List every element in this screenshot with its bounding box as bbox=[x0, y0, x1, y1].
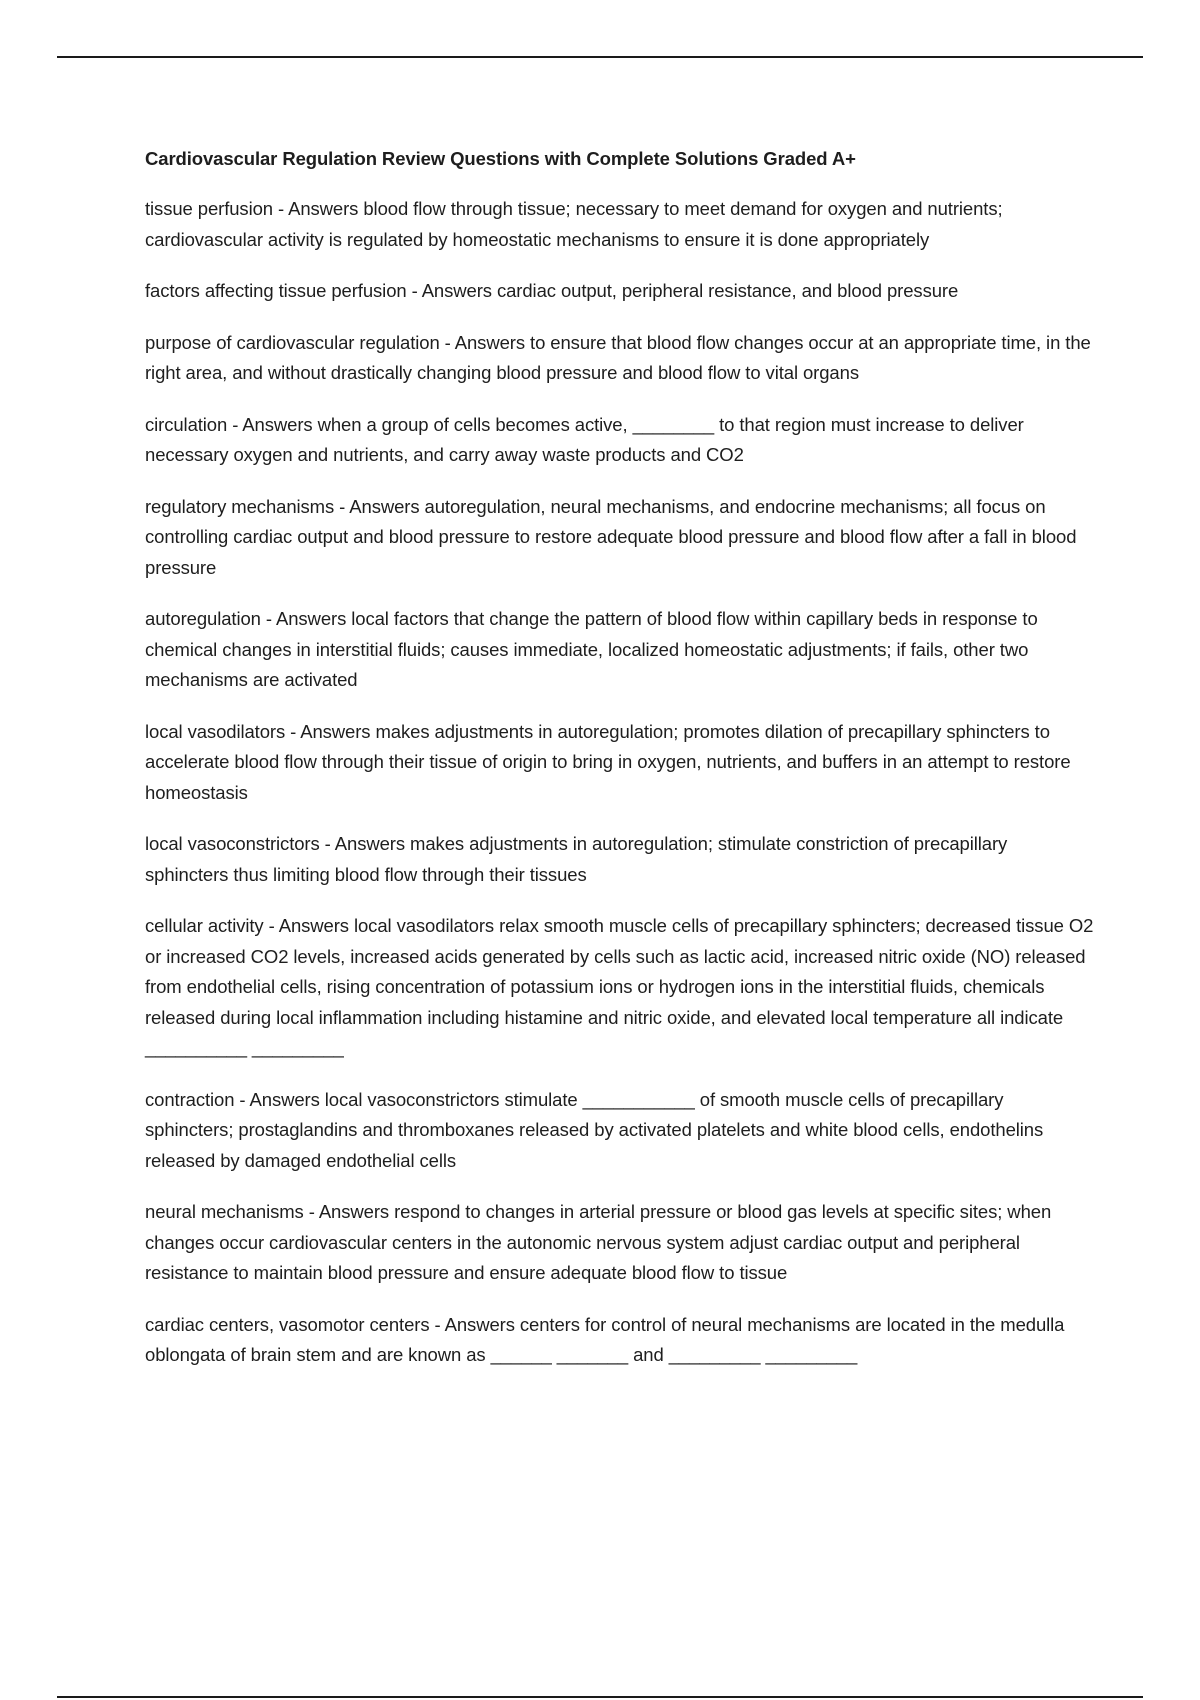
qa-entry: factors affecting tissue perfusion - Answers cardiac output, peripheral resistance, and blood pressure bbox=[145, 280, 959, 301]
qa-entry: purpose of cardiovascular regulation - Answers to ensure that blood flow changes occur at an appropriate time, in the right area, and without drastically changing blood pressure and blood flow to vital organs bbox=[145, 331, 1091, 383]
footer-rule bbox=[57, 1696, 1143, 1698]
document-title: Cardiovascular Regulation Review Questions with Complete Solutions Graded A+ bbox=[145, 148, 856, 169]
qa-entry: local vasodilators - Answers makes adjustments in autoregulation; promotes dilation of precapillary sphincters to accelerate blood flow through their tissue of origin to bring in oxygen, nutrients, and buffers in an attempt to restore homeostasis bbox=[145, 720, 1071, 803]
qa-entry: cellular activity - Answers local vasodilators relax smooth muscle cells of precapillary sphincters; decreased tissue O2 or increased CO2 levels, increased acids generated by cells such as lactic acid, increased nitric oxide (NO) released from endothelial cells, rising concentration of potassium ions or hydrogen ions in the interstitial fluids, chemicals released during local inflammation including histamine and nitric oxide, and elevated local temperature all indicate __________ _________ bbox=[145, 915, 1094, 1058]
qa-entry: local vasoconstrictors - Answers makes adjustments in autoregulation; stimulate constriction of precapillary sphincters thus limiting blood flow through their tissues bbox=[145, 833, 1008, 885]
qa-entry: cardiac centers, vasomotor centers - Answers centers for control of neural mechanisms are located in the medulla oblongata of brain stem and are known as ______ _______ and _________ _________ bbox=[145, 1313, 1065, 1365]
qa-entry: circulation - Answers when a group of cells becomes active, ________ to that region must increase to deliver necessary oxygen and nutrients, and carry away waste products and CO2 bbox=[145, 413, 1024, 465]
document-body bbox=[145, 144, 1095, 1392]
qa-entry: contraction - Answers local vasoconstrictors stimulate ___________ of smooth muscle cells of precapillary sphincters; prostaglandins and thromboxanes released by activated platelets and white blood cells, endothelins released by damaged endothelial cells bbox=[145, 1088, 1044, 1171]
qa-entry: tissue perfusion - Answers blood flow through tissue; necessary to meet demand for oxygen and nutrients; cardiovascular activity is regulated by homeostatic mechanisms to ensure it is done appropriately bbox=[145, 198, 1003, 250]
header-rule bbox=[57, 56, 1143, 58]
qa-entry: autoregulation - Answers local factors that change the pattern of blood flow within capillary beds in response to chemical changes in interstitial fluids; causes immediate, localized homeostatic adjustments; if fails, other two mechanisms are activated bbox=[145, 608, 1038, 690]
qa-entry: regulatory mechanisms - Answers autoregulation, neural mechanisms, and endocrine mechanisms; all focus on controlling cardiac output and blood pressure to restore adequate blood pressure and blood flow after a fall in blood pressure bbox=[145, 495, 1077, 578]
qa-entry: neural mechanisms - Answers respond to changes in arterial pressure or blood gas levels at specific sites; when changes occur cardiovascular centers in the autonomic nervous system adjust cardiac output and peripheral resistance to maintain blood pressure and ensure adequate blood flow to tissue bbox=[145, 1201, 1052, 1283]
